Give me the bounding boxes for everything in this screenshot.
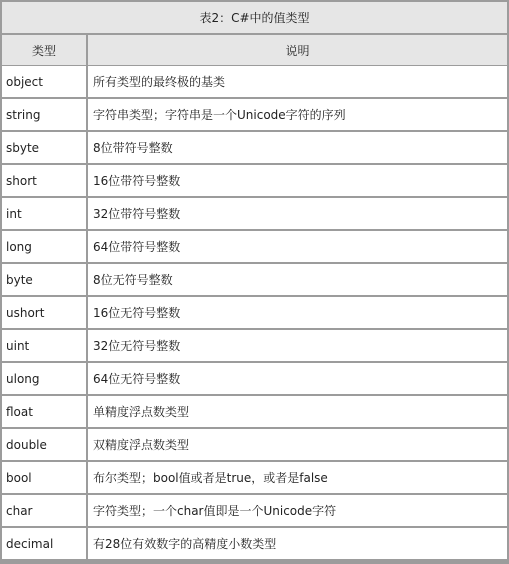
- table-row: [1, 429, 508, 460]
- table-row: [1, 264, 508, 295]
- column-header-type: 类型: [2, 35, 86, 65]
- table-caption: 表2：C#中的值类型: [2, 2, 507, 33]
- table-row: [1, 462, 508, 493]
- type-cell: int: [2, 198, 86, 229]
- table-row: [1, 297, 508, 328]
- type-cell: byte: [2, 264, 86, 295]
- description-cell: 8位无符号整数: [88, 264, 507, 295]
- type-cell: float: [2, 396, 86, 427]
- description-cell: 16位带符号整数: [88, 165, 507, 196]
- table-row: [1, 528, 508, 559]
- description-cell: 有28位有效数字的高精度小数类型: [88, 528, 507, 559]
- type-cell: sbyte: [2, 132, 86, 163]
- description-cell: 8位带符号整数: [88, 132, 507, 163]
- type-cell: string: [2, 99, 86, 130]
- type-cell: char: [2, 495, 86, 526]
- table-row: [1, 66, 508, 97]
- type-cell: bool: [2, 462, 86, 493]
- description-cell: 64位无符号整数: [88, 363, 507, 394]
- table-row: [1, 231, 508, 262]
- description-cell: 所有类型的最终极的基类: [88, 66, 507, 97]
- table-row: [1, 396, 508, 427]
- type-cell: double: [2, 429, 86, 460]
- type-cell: long: [2, 231, 86, 262]
- table-row: [1, 132, 508, 163]
- column-header-description: 说明: [88, 35, 507, 65]
- description-cell: 字符类型；一个char值即是一个Unicode字符: [88, 495, 507, 526]
- table-row: [1, 99, 508, 130]
- table-row: [1, 363, 508, 394]
- table-row: [1, 165, 508, 196]
- table-row: [1, 198, 508, 229]
- description-cell: 64位带符号整数: [88, 231, 507, 262]
- description-cell: 布尔类型；bool值或者是true，或者是false: [88, 462, 507, 493]
- type-cell: uint: [2, 330, 86, 361]
- type-cell: short: [2, 165, 86, 196]
- table-row: [1, 495, 508, 526]
- type-cell: ulong: [2, 363, 86, 394]
- description-cell: 32位无符号整数: [88, 330, 507, 361]
- description-cell: 16位无符号整数: [88, 297, 507, 328]
- description-cell: 单精度浮点数类型: [88, 396, 507, 427]
- description-cell: 双精度浮点数类型: [88, 429, 507, 460]
- type-cell: object: [2, 66, 86, 97]
- type-cell: decimal: [2, 528, 86, 559]
- type-cell: ushort: [2, 297, 86, 328]
- table-row: [1, 330, 508, 361]
- description-cell: 字符串类型；字符串是一个Unicode字符的序列: [88, 99, 507, 130]
- description-cell: 32位带符号整数: [88, 198, 507, 229]
